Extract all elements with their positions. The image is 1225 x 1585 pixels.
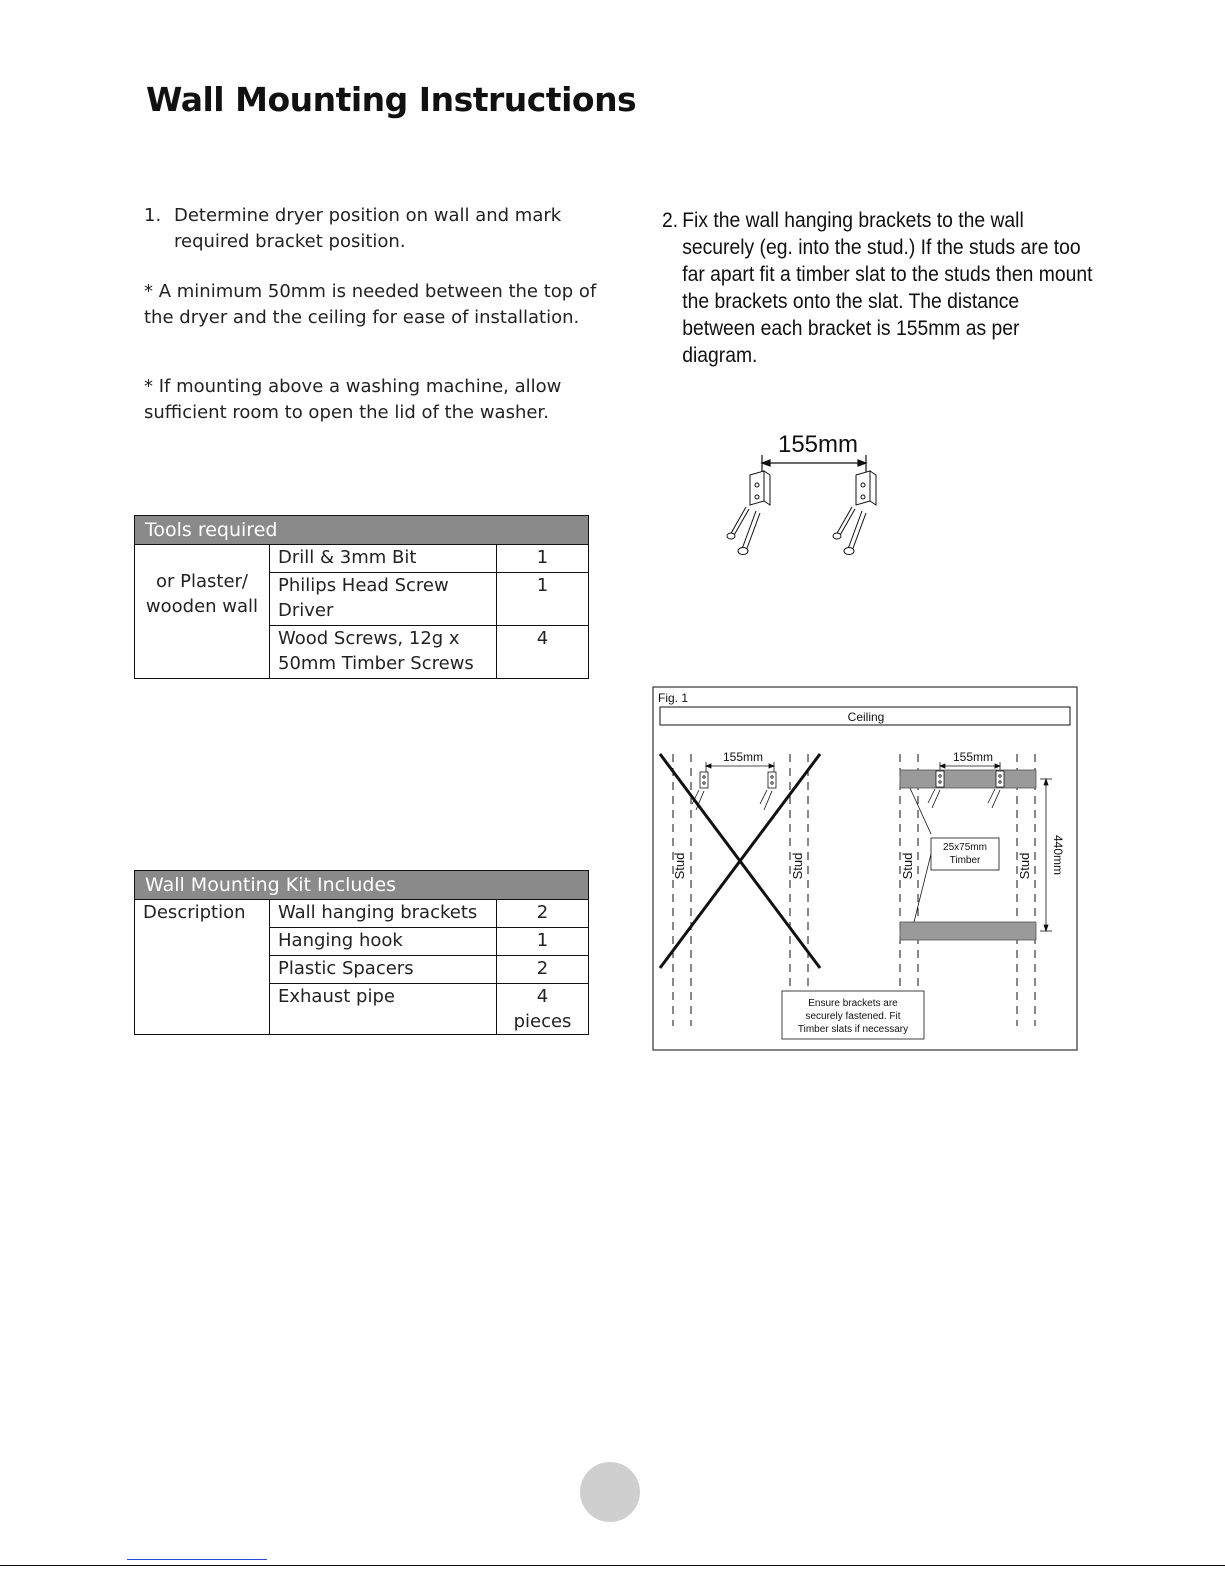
tools-table-header: Tools required xyxy=(135,516,589,545)
spacing-label-left: 155mm xyxy=(722,750,764,764)
ceiling-label: Ceiling xyxy=(847,710,885,724)
step-1-number: 1. xyxy=(144,205,162,226)
table-row-qty: 4 xyxy=(497,626,589,679)
table-row-item: Wood Screws, 12g x 50mm Timber Screws xyxy=(270,626,497,679)
note-line-3: Timber slats if necessary xyxy=(797,1024,909,1035)
footer-rule xyxy=(0,1565,1225,1566)
note-clearance: * A minimum 50mm is needed between the top of the dryer and the ceiling for ease of installation. xyxy=(144,281,597,328)
stud-label: Stud xyxy=(790,852,805,880)
table-row-item: Wall hanging brackets xyxy=(270,900,497,928)
table-row-qty: 1 xyxy=(497,545,589,573)
fig-1-diagram xyxy=(652,686,1078,1052)
table-row-qty: 2 xyxy=(497,900,589,928)
page-number-circle xyxy=(580,1462,640,1522)
tools-required-table xyxy=(134,515,589,679)
bracket-dimension-label: 155mm xyxy=(777,431,859,458)
wall-mounting-kit-table xyxy=(134,870,589,1035)
fig-1-label: Fig. 1 xyxy=(658,691,689,705)
step-2-text: Fix the wall hanging brackets to the wall securely (eg. into the stud.) If the studs are too far apart fit a timber slat to the studs then mount the brackets onto the slat. The distance between each bracket is 155mm as per diagram. xyxy=(682,209,1093,367)
step-2 xyxy=(662,207,1094,369)
kit-group-label: Description xyxy=(135,900,270,1035)
timber-callout-line1: 25x75mm xyxy=(943,842,987,853)
table-row-qty: 1 xyxy=(497,573,589,626)
timber-callout-line2: Timber xyxy=(949,855,981,866)
step-2-number: 2. xyxy=(662,209,679,232)
stud-label: Stud xyxy=(1017,852,1032,880)
spacing-label-right: 155mm xyxy=(952,750,994,764)
stud-label: Stud xyxy=(672,852,687,880)
kit-table-header: Wall Mounting Kit Includes xyxy=(135,871,589,900)
table-row-item: Philips Head Screw Driver xyxy=(270,573,497,626)
table-row-qty: 1 xyxy=(497,928,589,956)
step-1-text: Determine dryer position on wall and mark required bracket position. xyxy=(174,205,562,252)
tools-group-label: or Plaster/ wooden wall xyxy=(135,545,270,679)
bracket-icon xyxy=(833,471,876,555)
table-row-item: Plastic Spacers xyxy=(270,956,497,984)
timber-slat-top xyxy=(900,770,1036,788)
footer-link-underline xyxy=(127,1559,267,1560)
table-row-item: Drill & 3mm Bit xyxy=(270,545,497,573)
stud-label: Stud xyxy=(900,852,915,880)
bracket-spacing-diagram xyxy=(720,425,890,565)
note-washer: * If mounting above a washing machine, allow sufficient room to open the lid of the washer. xyxy=(144,376,562,423)
table-row-qty: 4 pieces xyxy=(497,984,589,1035)
table-row-item: Hanging hook xyxy=(270,928,497,956)
note-line-1: Ensure brackets are xyxy=(808,998,898,1009)
timber-slat-bottom xyxy=(900,922,1036,940)
bracket-icon xyxy=(727,471,770,555)
dimension-arrow xyxy=(762,455,866,481)
table-row-item: Exhaust pipe xyxy=(270,984,497,1035)
page-title: Wall Mounting Instructions xyxy=(146,80,637,119)
table-row-qty: 2 xyxy=(497,956,589,984)
height-label: 440mm xyxy=(1051,834,1065,876)
step-1 xyxy=(144,203,614,255)
note-line-2: securely fastened. Fit xyxy=(805,1011,901,1022)
